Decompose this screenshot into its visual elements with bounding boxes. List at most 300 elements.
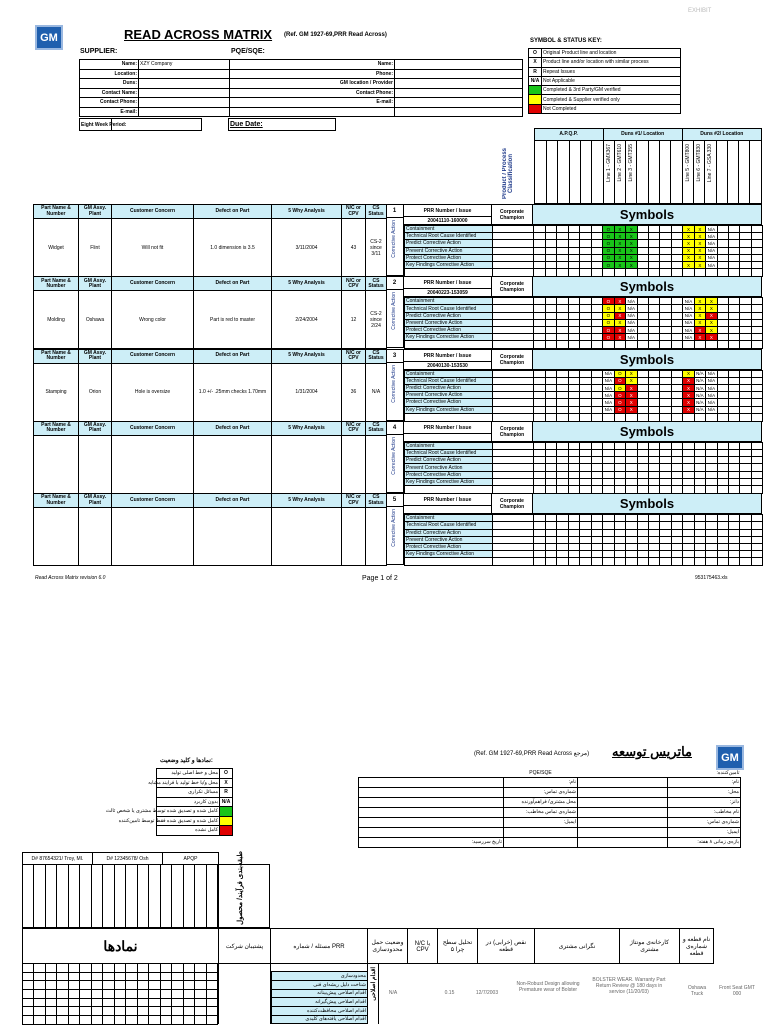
page2-status-cell[interactable] xyxy=(172,998,183,1007)
status-cell[interactable] xyxy=(751,377,762,384)
status-cell[interactable] xyxy=(717,551,728,558)
status-cell[interactable] xyxy=(580,399,591,406)
status-cell[interactable] xyxy=(557,522,568,529)
status-cell[interactable] xyxy=(717,298,728,305)
page2-supplier-input[interactable] xyxy=(578,827,668,837)
page2-status-cell[interactable] xyxy=(149,972,160,981)
status-cell[interactable] xyxy=(671,457,682,464)
status-cell[interactable] xyxy=(660,254,671,261)
page2-pqe-input[interactable] xyxy=(359,817,504,827)
status-cell[interactable] xyxy=(740,247,751,254)
status-cell[interactable] xyxy=(614,478,625,485)
status-cell[interactable] xyxy=(534,226,546,233)
status-cell[interactable] xyxy=(637,319,648,326)
page2-status-cell[interactable] xyxy=(103,990,114,999)
status-cell[interactable] xyxy=(546,254,557,261)
status-cell[interactable] xyxy=(568,529,579,536)
status-cell[interactable] xyxy=(637,377,648,384)
status-cell[interactable] xyxy=(568,312,579,319)
status-cell[interactable] xyxy=(591,515,602,522)
page2-status-cell[interactable] xyxy=(172,972,183,981)
status-cell[interactable] xyxy=(591,522,602,529)
status-cell[interactable] xyxy=(580,464,591,471)
status-cell[interactable] xyxy=(740,515,751,522)
status-cell[interactable]: X xyxy=(694,226,705,233)
status-cell[interactable] xyxy=(637,226,648,233)
status-cell[interactable] xyxy=(671,450,682,457)
page2-status-cell[interactable] xyxy=(160,964,171,973)
page2-status-cell[interactable] xyxy=(23,998,34,1007)
page2-status-cell[interactable] xyxy=(195,964,206,973)
status-cell[interactable]: O xyxy=(614,406,625,413)
status-cell[interactable] xyxy=(717,327,728,334)
status-cell[interactable] xyxy=(557,298,568,305)
status-cell[interactable] xyxy=(751,298,762,305)
cs-status[interactable] xyxy=(366,508,387,566)
status-cell[interactable]: N/A xyxy=(627,327,636,333)
status-cell[interactable] xyxy=(546,233,557,240)
status-cell[interactable] xyxy=(626,478,637,485)
status-cell[interactable] xyxy=(591,254,602,261)
status-cell[interactable] xyxy=(568,406,579,413)
status-cell[interactable] xyxy=(671,370,682,377)
status-cell[interactable] xyxy=(557,457,568,464)
status-cell[interactable] xyxy=(717,370,728,377)
status-cell[interactable] xyxy=(557,471,568,478)
status-cell[interactable]: N/A xyxy=(707,399,716,405)
status-cell[interactable] xyxy=(729,261,740,268)
page2-status-cell[interactable] xyxy=(172,1007,183,1016)
status-cell[interactable] xyxy=(603,515,614,522)
status-cell[interactable] xyxy=(580,471,591,478)
status-cell[interactable] xyxy=(671,377,682,384)
page2-status-cell[interactable] xyxy=(57,998,68,1007)
status-cell[interactable] xyxy=(580,327,591,334)
customer-concern[interactable]: Wrong color xyxy=(112,291,194,349)
status-cell[interactable] xyxy=(580,377,591,384)
prr-number[interactable]: 20041110-160000 xyxy=(404,216,491,224)
status-cell[interactable] xyxy=(534,233,546,240)
status-cell[interactable]: X xyxy=(614,240,625,247)
status-cell[interactable] xyxy=(534,319,546,326)
status-cell[interactable] xyxy=(626,457,637,464)
page2-status-cell[interactable] xyxy=(160,972,171,981)
supplier-field-value[interactable] xyxy=(139,69,230,79)
status-cell[interactable] xyxy=(740,543,751,550)
status-cell[interactable] xyxy=(729,327,740,334)
status-cell[interactable] xyxy=(751,261,762,268)
status-cell[interactable] xyxy=(534,536,546,543)
page2-status-cell[interactable] xyxy=(103,1016,114,1025)
status-cell[interactable] xyxy=(591,384,602,391)
status-cell[interactable] xyxy=(706,515,717,522)
status-cell[interactable]: N/A xyxy=(696,399,704,405)
status-cell[interactable] xyxy=(568,536,579,543)
status-cell[interactable]: X xyxy=(614,233,625,240)
status-cell[interactable] xyxy=(683,529,694,536)
page2-status-cell[interactable] xyxy=(45,1016,56,1025)
status-cell[interactable] xyxy=(546,247,557,254)
status-cell[interactable] xyxy=(694,464,705,471)
status-cell[interactable] xyxy=(637,543,648,550)
status-cell[interactable] xyxy=(648,319,659,326)
status-cell[interactable] xyxy=(717,478,728,485)
status-cell[interactable] xyxy=(660,450,671,457)
status-cell[interactable] xyxy=(694,478,705,485)
status-cell[interactable] xyxy=(546,226,557,233)
status-cell[interactable]: X xyxy=(706,298,717,305)
status-cell[interactable] xyxy=(706,450,717,457)
status-cell[interactable] xyxy=(660,522,671,529)
status-cell[interactable] xyxy=(706,522,717,529)
status-cell[interactable]: N/A xyxy=(627,313,636,319)
page2-status-cell[interactable] xyxy=(114,990,125,999)
status-cell[interactable] xyxy=(626,543,637,550)
page2-supplier-input[interactable] xyxy=(578,807,668,817)
page2-status-cell[interactable] xyxy=(103,998,114,1007)
status-cell[interactable] xyxy=(557,478,568,485)
status-cell[interactable] xyxy=(671,536,682,543)
pqe-field-input[interactable] xyxy=(395,88,523,98)
status-cell[interactable] xyxy=(614,515,625,522)
status-cell[interactable] xyxy=(626,450,637,457)
status-cell[interactable] xyxy=(637,247,648,254)
status-cell[interactable] xyxy=(637,442,648,449)
status-cell[interactable] xyxy=(671,233,682,240)
status-cell[interactable] xyxy=(683,522,694,529)
status-cell[interactable] xyxy=(751,334,762,341)
page2-status-cell[interactable] xyxy=(206,998,218,1007)
status-cell[interactable] xyxy=(648,399,659,406)
page2-status-cell[interactable] xyxy=(103,972,114,981)
page2-supplier-input[interactable] xyxy=(578,787,668,797)
status-cell[interactable] xyxy=(580,450,591,457)
status-cell[interactable] xyxy=(717,233,728,240)
status-cell[interactable] xyxy=(740,406,751,413)
status-cell[interactable] xyxy=(580,319,591,326)
status-cell[interactable] xyxy=(729,319,740,326)
status-cell[interactable]: O xyxy=(603,240,614,247)
status-cell[interactable]: X xyxy=(614,226,625,233)
status-cell[interactable] xyxy=(660,247,671,254)
page2-status-cell[interactable] xyxy=(34,1016,45,1025)
status-cell[interactable] xyxy=(557,312,568,319)
status-cell[interactable] xyxy=(591,334,602,341)
status-cell[interactable] xyxy=(729,551,740,558)
status-cell[interactable] xyxy=(591,370,602,377)
status-cell[interactable] xyxy=(660,305,671,312)
assy-plant[interactable]: Flint xyxy=(79,219,112,277)
status-cell[interactable] xyxy=(694,515,705,522)
status-cell[interactable] xyxy=(729,240,740,247)
status-cell[interactable] xyxy=(751,406,762,413)
status-cell[interactable] xyxy=(751,319,762,326)
status-cell[interactable] xyxy=(683,442,694,449)
status-cell[interactable] xyxy=(751,551,762,558)
status-cell[interactable] xyxy=(740,478,751,485)
status-cell[interactable] xyxy=(671,478,682,485)
status-cell[interactable] xyxy=(546,261,557,268)
status-cell[interactable] xyxy=(637,334,648,341)
status-cell[interactable] xyxy=(546,471,557,478)
status-cell[interactable] xyxy=(717,450,728,457)
page2-status-cell[interactable] xyxy=(160,990,171,999)
status-cell[interactable] xyxy=(729,522,740,529)
page2-status-cell[interactable] xyxy=(45,1007,56,1016)
status-cell[interactable]: N/A xyxy=(604,407,613,413)
page2-status-cell[interactable] xyxy=(23,972,34,981)
status-cell[interactable] xyxy=(534,377,546,384)
status-cell[interactable] xyxy=(751,399,762,406)
status-cell[interactable] xyxy=(568,442,579,449)
status-cell[interactable] xyxy=(568,233,579,240)
status-cell[interactable] xyxy=(694,536,705,543)
status-cell[interactable] xyxy=(717,226,728,233)
status-cell[interactable]: O xyxy=(603,233,614,240)
status-cell[interactable]: X xyxy=(626,377,637,384)
page2-status-cell[interactable] xyxy=(195,1016,206,1025)
status-cell[interactable] xyxy=(706,442,717,449)
status-cell[interactable] xyxy=(740,457,751,464)
page2-status-cell[interactable] xyxy=(68,1007,79,1016)
status-cell[interactable]: X xyxy=(683,240,694,247)
status-cell[interactable]: N/A xyxy=(684,298,693,304)
status-cell[interactable] xyxy=(591,377,602,384)
status-cell[interactable] xyxy=(751,312,762,319)
cs-status[interactable]: CS-2 since 3/11 xyxy=(366,219,387,277)
status-cell[interactable]: X xyxy=(626,226,637,233)
status-cell[interactable]: X xyxy=(683,406,694,413)
page2-status-cell[interactable] xyxy=(103,1007,114,1016)
status-cell[interactable] xyxy=(580,478,591,485)
status-cell[interactable] xyxy=(557,261,568,268)
supplier-field-value[interactable] xyxy=(139,107,230,117)
status-cell[interactable] xyxy=(568,392,579,399)
status-cell[interactable] xyxy=(591,442,602,449)
status-cell[interactable]: X xyxy=(683,226,694,233)
status-cell[interactable] xyxy=(751,240,762,247)
prr-number[interactable]: 20040130-153530 xyxy=(404,361,491,369)
status-cell[interactable] xyxy=(648,442,659,449)
status-cell[interactable]: O xyxy=(603,247,614,254)
status-cell[interactable] xyxy=(637,551,648,558)
status-cell[interactable] xyxy=(729,471,740,478)
status-cell[interactable] xyxy=(591,327,602,334)
status-cell[interactable] xyxy=(740,298,751,305)
status-cell[interactable] xyxy=(603,450,614,457)
status-cell[interactable] xyxy=(694,457,705,464)
status-cell[interactable]: X xyxy=(626,370,637,377)
prr-number[interactable]: 20040223-153059 xyxy=(404,288,491,296)
status-cell[interactable] xyxy=(534,312,546,319)
nc-cpv[interactable]: 36 xyxy=(342,363,366,421)
page2-status-cell[interactable] xyxy=(91,972,102,981)
status-cell[interactable] xyxy=(591,392,602,399)
status-cell[interactable] xyxy=(706,529,717,536)
status-cell[interactable] xyxy=(557,536,568,543)
status-cell[interactable]: X xyxy=(683,392,694,399)
status-cell[interactable] xyxy=(591,464,602,471)
status-cell[interactable] xyxy=(671,399,682,406)
status-cell[interactable] xyxy=(546,406,557,413)
supplier-field-value[interactable] xyxy=(139,88,230,98)
status-cell[interactable] xyxy=(546,334,557,341)
page2-pqe-input[interactable] xyxy=(359,827,504,837)
page2-status-cell[interactable] xyxy=(80,981,91,990)
page2-status-cell[interactable] xyxy=(149,998,160,1007)
status-cell[interactable] xyxy=(534,254,546,261)
status-cell[interactable]: N/A xyxy=(604,385,613,391)
status-cell[interactable] xyxy=(557,247,568,254)
status-cell[interactable]: X xyxy=(694,254,705,261)
status-cell[interactable] xyxy=(557,529,568,536)
status-cell[interactable] xyxy=(671,312,682,319)
status-cell[interactable] xyxy=(729,298,740,305)
status-cell[interactable] xyxy=(591,399,602,406)
status-cell[interactable] xyxy=(580,384,591,391)
status-cell[interactable] xyxy=(648,298,659,305)
status-cell[interactable] xyxy=(706,464,717,471)
status-cell[interactable] xyxy=(717,319,728,326)
status-cell[interactable] xyxy=(568,247,579,254)
page2-status-cell[interactable] xyxy=(114,972,125,981)
status-cell[interactable]: N/A xyxy=(707,378,716,384)
status-cell[interactable] xyxy=(626,536,637,543)
status-cell[interactable] xyxy=(717,334,728,341)
status-cell[interactable] xyxy=(568,254,579,261)
status-cell[interactable] xyxy=(751,478,762,485)
status-cell[interactable] xyxy=(546,529,557,536)
status-cell[interactable] xyxy=(626,522,637,529)
status-cell[interactable] xyxy=(740,536,751,543)
page2-supplier-input[interactable] xyxy=(578,777,668,787)
status-cell[interactable] xyxy=(591,529,602,536)
status-cell[interactable] xyxy=(717,522,728,529)
status-cell[interactable]: X xyxy=(694,233,705,240)
status-cell[interactable] xyxy=(740,334,751,341)
status-cell[interactable] xyxy=(557,442,568,449)
status-cell[interactable] xyxy=(751,442,762,449)
status-cell[interactable] xyxy=(740,319,751,326)
status-cell[interactable] xyxy=(534,478,546,485)
status-cell[interactable] xyxy=(568,457,579,464)
page2-status-cell[interactable] xyxy=(45,990,56,999)
status-cell[interactable] xyxy=(568,334,579,341)
status-cell[interactable] xyxy=(660,442,671,449)
status-cell[interactable]: N/A xyxy=(684,313,693,319)
status-cell[interactable] xyxy=(591,312,602,319)
status-cell[interactable] xyxy=(671,515,682,522)
nc-cpv[interactable] xyxy=(342,508,366,566)
status-cell[interactable] xyxy=(580,392,591,399)
status-cell[interactable] xyxy=(591,305,602,312)
status-cell[interactable] xyxy=(660,384,671,391)
page2-status-cell[interactable] xyxy=(137,964,148,973)
status-cell[interactable] xyxy=(580,261,591,268)
page2-status-cell[interactable] xyxy=(160,998,171,1007)
status-cell[interactable] xyxy=(580,254,591,261)
status-cell[interactable] xyxy=(568,305,579,312)
status-cell[interactable] xyxy=(568,522,579,529)
status-cell[interactable]: X xyxy=(706,305,717,312)
status-cell[interactable] xyxy=(591,551,602,558)
status-cell[interactable] xyxy=(546,312,557,319)
status-cell[interactable] xyxy=(637,515,648,522)
status-cell[interactable]: N/A xyxy=(604,378,613,384)
page2-status-cell[interactable] xyxy=(114,981,125,990)
status-cell[interactable] xyxy=(706,457,717,464)
status-cell[interactable] xyxy=(557,254,568,261)
status-cell[interactable] xyxy=(671,334,682,341)
cs-status[interactable]: CS-2 since 2/24 xyxy=(366,291,387,349)
status-cell[interactable] xyxy=(717,399,728,406)
status-cell[interactable] xyxy=(671,529,682,536)
status-cell[interactable] xyxy=(729,464,740,471)
status-cell[interactable] xyxy=(580,233,591,240)
page2-status-cell[interactable] xyxy=(114,1007,125,1016)
status-cell[interactable] xyxy=(603,457,614,464)
status-cell[interactable] xyxy=(637,522,648,529)
status-cell[interactable] xyxy=(591,406,602,413)
status-cell[interactable] xyxy=(580,298,591,305)
page2-supplier-input[interactable] xyxy=(578,797,668,807)
page2-status-cell[interactable] xyxy=(68,1016,79,1025)
page2-status-cell[interactable] xyxy=(172,1016,183,1025)
page2-status-cell[interactable] xyxy=(45,972,56,981)
status-cell[interactable] xyxy=(568,515,579,522)
status-cell[interactable] xyxy=(751,233,762,240)
status-cell[interactable] xyxy=(534,298,546,305)
status-cell[interactable]: X xyxy=(614,254,625,261)
status-cell[interactable] xyxy=(534,384,546,391)
status-cell[interactable] xyxy=(626,515,637,522)
status-cell[interactable] xyxy=(694,522,705,529)
page2-status-cell[interactable] xyxy=(91,998,102,1007)
nc-cpv[interactable]: 43 xyxy=(342,219,366,277)
supplier-field-value[interactable] xyxy=(139,98,230,108)
status-cell[interactable] xyxy=(671,471,682,478)
status-cell[interactable] xyxy=(660,327,671,334)
status-cell[interactable]: X xyxy=(683,384,694,391)
status-cell[interactable] xyxy=(706,543,717,550)
page2-status-cell[interactable] xyxy=(206,1007,218,1016)
status-cell[interactable]: X xyxy=(626,233,637,240)
page2-status-cell[interactable] xyxy=(183,964,194,973)
status-cell[interactable] xyxy=(729,536,740,543)
status-cell[interactable] xyxy=(648,392,659,399)
status-cell[interactable] xyxy=(626,471,637,478)
status-cell[interactable] xyxy=(557,327,568,334)
status-cell[interactable] xyxy=(637,464,648,471)
status-cell[interactable] xyxy=(603,529,614,536)
status-cell[interactable] xyxy=(557,406,568,413)
status-cell[interactable] xyxy=(671,406,682,413)
status-cell[interactable] xyxy=(603,442,614,449)
page2-status-cell[interactable] xyxy=(91,1007,102,1016)
status-cell[interactable] xyxy=(603,464,614,471)
status-cell[interactable]: X xyxy=(626,384,637,391)
status-cell[interactable] xyxy=(751,370,762,377)
status-cell[interactable] xyxy=(534,240,546,247)
page2-status-cell[interactable] xyxy=(137,972,148,981)
defect-on-part[interactable]: Part is red to master xyxy=(194,291,272,349)
page2-status-cell[interactable] xyxy=(149,981,160,990)
status-cell[interactable] xyxy=(546,240,557,247)
page2-status-cell[interactable] xyxy=(57,964,68,973)
nc-cpv[interactable]: 12 xyxy=(342,291,366,349)
status-cell[interactable] xyxy=(557,450,568,457)
page2-status-cell[interactable] xyxy=(91,981,102,990)
